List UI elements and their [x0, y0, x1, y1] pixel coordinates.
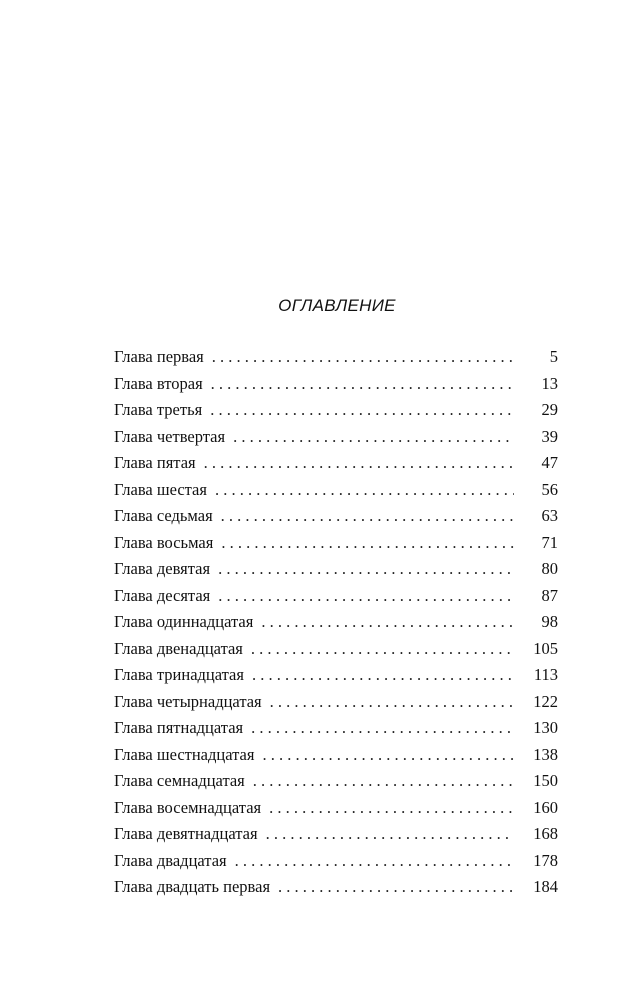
toc-entry-label: Глава одиннадцатая [114, 612, 254, 631]
toc-entry-page: 39 [541, 426, 558, 446]
dot-leader [215, 477, 514, 504]
dot-leader [211, 371, 514, 398]
dot-leader [261, 609, 514, 636]
dot-leader [278, 874, 514, 901]
toc-entry[interactable] [114, 742, 558, 769]
page-title: ОГЛАВЛЕНИЕ [278, 296, 396, 315]
toc-entry-label: Глава шестнадцатая [114, 744, 255, 764]
toc-entry[interactable] [114, 609, 558, 636]
toc-entry-page: 168 [533, 824, 558, 843]
toc-entry-label: Глава третья [114, 400, 203, 419]
toc-entry-page: 150 [533, 771, 558, 790]
toc-entry[interactable] [114, 821, 558, 848]
toc-entry-page: 47 [541, 453, 558, 472]
toc-entry[interactable] [114, 662, 558, 689]
toc-entry-label: Глава девятнадцатая [114, 824, 258, 843]
toc-entry[interactable] [114, 636, 558, 663]
toc-entry-page: 105 [533, 638, 558, 658]
toc-entry-page: 87 [541, 585, 558, 605]
toc-entry-label: Глава двенадцатая [114, 638, 243, 658]
dot-leader [218, 583, 514, 610]
toc-entry-label: Глава семнадцатая [114, 771, 245, 790]
toc-entry-label: Глава четвертая [114, 426, 226, 446]
dot-leader [233, 424, 514, 451]
toc-entry-label: Глава двадцать первая [114, 877, 271, 896]
toc-entry[interactable] [114, 450, 558, 477]
toc-entry-label: Глава вторая [114, 373, 203, 393]
toc-entry-label: Глава пятая [114, 453, 196, 472]
dot-leader [204, 450, 514, 477]
toc-entry-page: 122 [533, 691, 558, 711]
dot-leader [269, 795, 514, 822]
toc-entry[interactable] [114, 503, 558, 530]
toc-entry[interactable] [114, 848, 558, 875]
toc-entry[interactable] [114, 556, 558, 583]
toc-entry[interactable] [114, 530, 558, 557]
toc-entry[interactable] [114, 768, 558, 795]
toc-entry[interactable] [114, 371, 558, 398]
toc-entry[interactable] [114, 424, 558, 451]
dot-leader [253, 768, 514, 795]
toc-entry-label: Глава шестая [114, 479, 207, 499]
toc-entry[interactable] [114, 795, 558, 822]
toc-entry-page: 98 [541, 612, 558, 631]
toc-entry-label: Глава восьмая [114, 532, 214, 552]
dot-leader [218, 556, 514, 583]
toc-entry[interactable] [114, 344, 558, 371]
dot-leader [252, 662, 514, 689]
toc-entry[interactable] [114, 874, 558, 901]
toc-entry-label: Глава восемнадцатая [114, 797, 262, 817]
toc-entry-label: Глава седьмая [114, 506, 213, 525]
toc-entry-page: 178 [533, 850, 558, 870]
dot-leader [210, 397, 514, 424]
toc-entry[interactable] [114, 583, 558, 610]
toc-entry[interactable] [114, 477, 558, 504]
dot-leader [270, 689, 514, 716]
toc-entry[interactable] [114, 689, 558, 716]
toc-entry-label: Глава четырнадцатая [114, 691, 262, 711]
table-of-contents [114, 344, 558, 901]
toc-entry-page: 130 [533, 718, 558, 737]
toc-entry-page: 29 [541, 400, 558, 419]
dot-leader [221, 530, 514, 557]
dot-leader [235, 848, 514, 875]
toc-entry-page: 184 [533, 877, 558, 896]
toc-entry-page: 63 [541, 506, 558, 525]
toc-entry-page: 113 [533, 665, 558, 684]
toc-entry-label: Глава тринадцатая [114, 665, 244, 684]
toc-entry-page: 138 [533, 744, 558, 764]
dot-leader [212, 344, 514, 371]
dot-leader [251, 636, 514, 663]
dot-leader [266, 821, 514, 848]
dot-leader [251, 715, 514, 742]
toc-entry-page: 71 [541, 532, 558, 552]
dot-leader [221, 503, 514, 530]
toc-entry-label: Глава пятнадцатая [114, 718, 244, 737]
toc-entry-label: Глава первая [114, 347, 204, 366]
toc-entry-label: Глава девятая [114, 559, 211, 578]
toc-entry-page: 160 [533, 797, 558, 817]
toc-entry-page: 13 [541, 373, 558, 393]
toc-entry[interactable] [114, 397, 558, 424]
toc-entry-label: Глава десятая [114, 585, 211, 605]
dot-leader [262, 742, 514, 769]
toc-entry-page: 80 [541, 559, 558, 578]
toc-entry[interactable] [114, 715, 558, 742]
toc-entry-page: 5 [549, 347, 558, 366]
toc-entry-page: 56 [541, 479, 558, 499]
toc-entry-label: Глава двадцатая [114, 850, 227, 870]
